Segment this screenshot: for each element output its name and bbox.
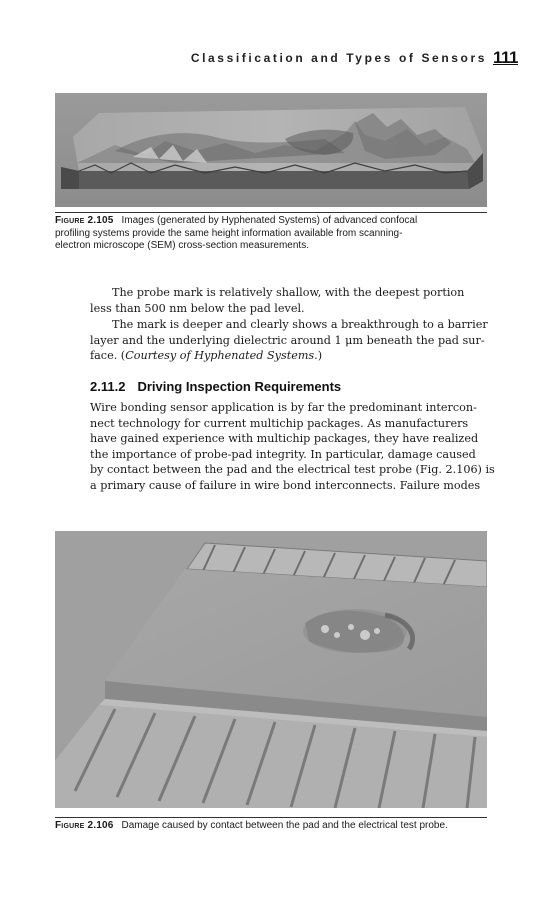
text-line: less than 500 nm below the pad level. xyxy=(90,301,305,315)
text-line: by contact between the pad and the electrical test probe (Fig. 2.106) is xyxy=(90,463,495,477)
courtesy-credit: Courtesy of Hyphenated Systems. xyxy=(125,349,318,363)
caption-line: profiling systems provide the same height information available from scanning- xyxy=(55,227,403,239)
text-line: The mark is deeper and clearly shows a breakthrough to a barrier xyxy=(112,318,488,331)
figure-2-106-image xyxy=(55,531,487,808)
paragraph-1 xyxy=(90,285,488,316)
figure-label: Figure 2.106 xyxy=(55,820,114,831)
text-line: The probe mark is relatively shallow, with the deepest portion xyxy=(112,286,465,299)
text-line: nect technology for current multichip packages. As manufacturers xyxy=(90,416,469,430)
paragraph-3 xyxy=(90,400,495,494)
paragraph-2 xyxy=(90,317,488,364)
section-number: 2.11.2 xyxy=(90,379,126,394)
caption-line: Images (generated by Hyphenated Systems) of advanced confocal xyxy=(121,215,418,226)
text-fragment: ) xyxy=(317,349,323,363)
figure-2-106-caption xyxy=(55,817,487,833)
text-fragment: face. ( xyxy=(90,349,126,363)
caption-line: electron microscope (SEM) cross-section measurements. xyxy=(55,240,309,252)
text-line: Wire bonding sensor application is by far the predominant intercon- xyxy=(90,401,477,414)
text-line: have gained experience with multichip packages, they have realized xyxy=(90,432,479,446)
figure-label: Figure 2.105 xyxy=(55,215,114,226)
text-line-mixed xyxy=(90,348,488,364)
text-line: layer and the underlying dielectric around 1 μm beneath the pad sur- xyxy=(90,333,485,347)
text-line: a primary cause of failure in wire bond interconnects. Failure modes xyxy=(90,478,481,492)
section-title: Driving Inspection Requirements xyxy=(137,379,342,394)
figure-2-105-caption xyxy=(55,212,487,253)
caption-text: Damage caused by contact between the pad and the electrical test probe. xyxy=(121,820,448,831)
section-heading xyxy=(90,379,341,394)
figure-2-105-image xyxy=(55,93,487,207)
page-number: 111 xyxy=(493,48,518,67)
text-line: the importance of probe-pad integrity. In particular, damage caused xyxy=(90,447,476,461)
running-title: Classification and Types of Sensors xyxy=(190,51,487,65)
running-head xyxy=(0,49,539,73)
